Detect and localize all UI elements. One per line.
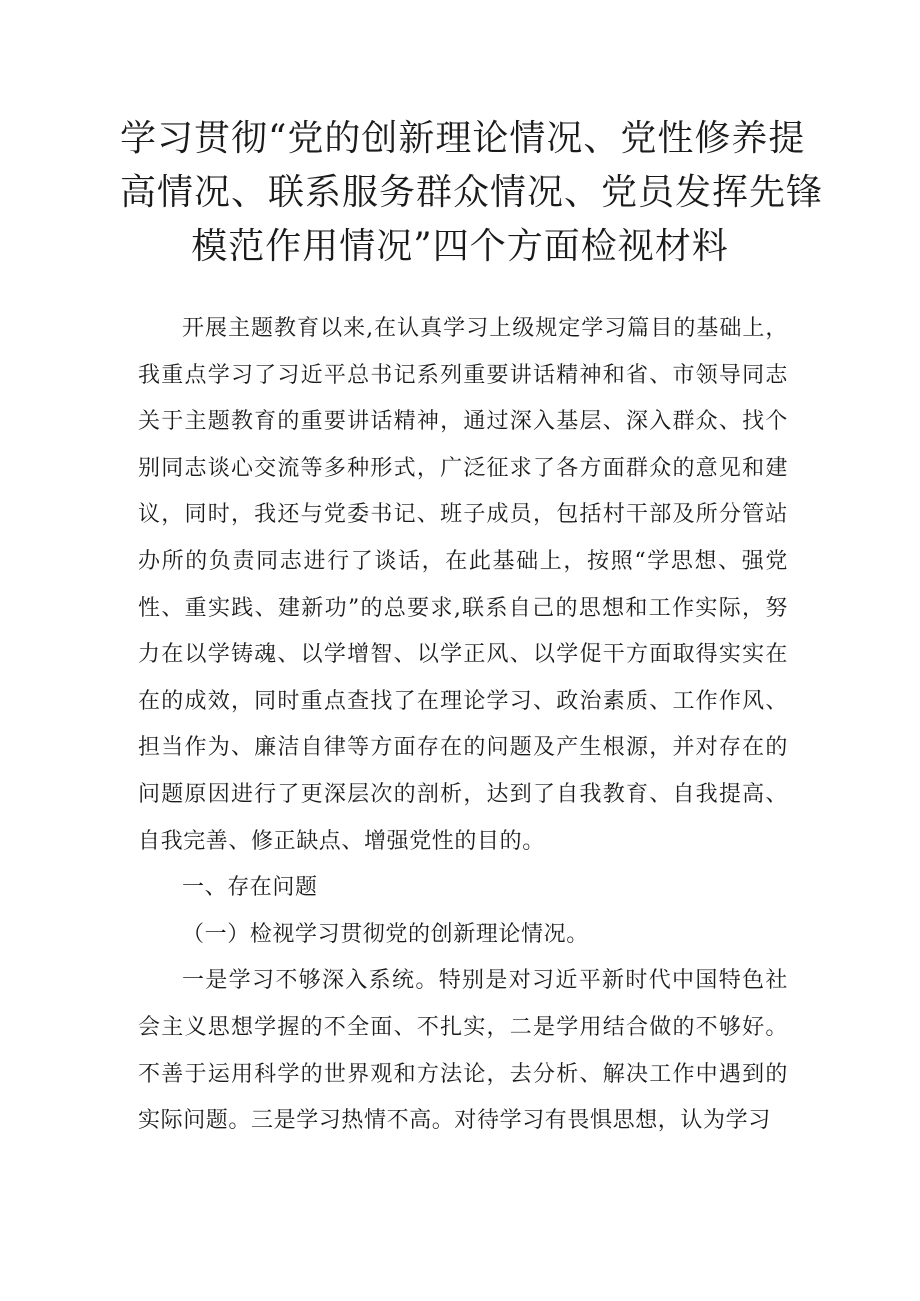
title-line-1: 学习贯彻“党的创新理论情况、党性修养提 <box>120 118 806 159</box>
intro-paragraph: 开展主题教育以来,在认真学习上级规定学习篇目的基础上，我重点学习了习近平总书记系列重要讲话精神和省、市领导同志关于主题教育的重要讲话精神，通过深入基层、深入群众、找个别同志谈心交流等多种形式，广泛征求了各方面群众的意见和建议，同时，我还与党委书记、班子成员，包括村干部及所分管站办所的负责同志进行了谈话，在此基础上，按照“学思想、强党性、重实践、建新功”的总要求,联系自己的思想和工作实际，努力在以学铸魂、以学增智、以学正风、以学促干方面取得实实在在的成效，同时重点查找了在理论学习、政治素质、工作作风、担当作为、廉洁自律等方面存在的问题及产生根源，并对存在的问题原因进行了更深层次的剖析，达到了自我教育、自我提高、自我完善、修正缺点、增强党性的目的。 <box>138 316 788 854</box>
title-line-2: 高情况、联系服务群众情况、党员发挥先锋 <box>120 172 824 213</box>
document-body <box>138 306 788 1145</box>
subsection-heading-1: （一）检视学习贯彻党的创新理论情况。 <box>182 921 589 947</box>
section-heading-problems: 一、存在问题 <box>182 875 318 901</box>
document-title <box>120 112 824 274</box>
body-paragraph-1: 一是学习不够深入系统。特别是对习近平新时代中国特色社会主义思想学握的不全面、不扎实，二是学用结合做的不够好。不善于运用科学的世界观和方法论，去分析、解决工作中遇到的实际问题。三是学习热情不高。对待学习有畏惧思想，认为学习 <box>138 968 788 1134</box>
title-line-3: 模范作用情况”四个方面检视材料 <box>191 226 729 267</box>
